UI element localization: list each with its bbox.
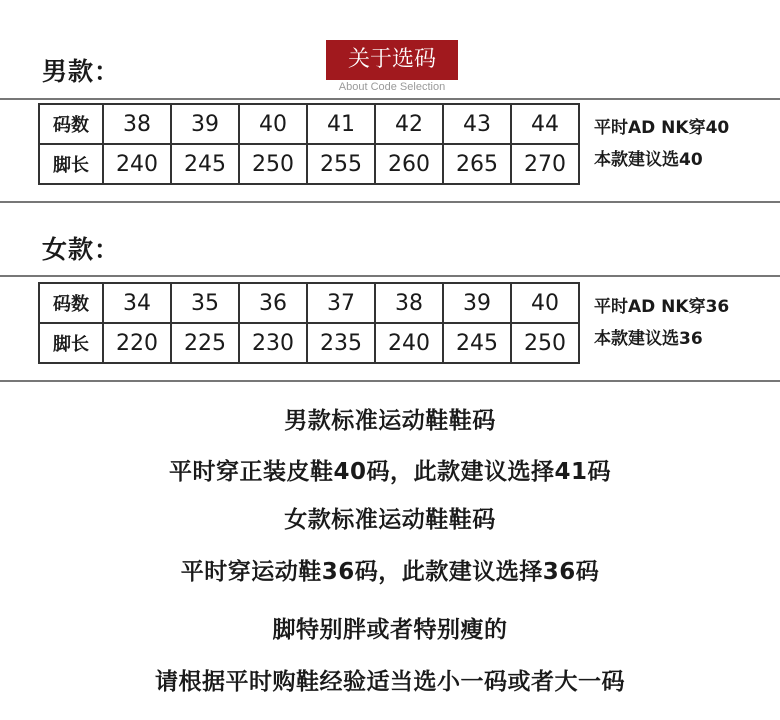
size-cell: 37 <box>307 283 375 323</box>
note-line: 平时AD NK穿36 <box>594 297 730 317</box>
size-selection-badge: 关于选码 <box>326 40 458 80</box>
size-cell: 38 <box>103 104 171 144</box>
size-selection-badge-subtitle: About Code Selection <box>338 81 446 93</box>
men-section-label: 男款： <box>42 57 121 86</box>
advice-men-detail: 平时穿正装皮鞋40码，此款建议选择41码 <box>168 459 611 485</box>
advice-women-heading: 女款标准运动鞋鞋码 <box>284 507 496 533</box>
row-header-foot-length: 脚长 <box>39 144 103 184</box>
divider <box>0 275 780 277</box>
men-recommendation-note <box>579 104 764 184</box>
row-header-size: 码数 <box>39 283 103 323</box>
length-cell: 245 <box>443 323 511 363</box>
note-line: 本款建议选40 <box>594 150 703 170</box>
advice-men-heading: 男款标准运动鞋鞋码 <box>284 408 496 434</box>
length-cell: 255 <box>307 144 375 184</box>
length-cell: 260 <box>375 144 443 184</box>
size-cell: 39 <box>443 283 511 323</box>
size-cell: 41 <box>307 104 375 144</box>
note-line: 本款建议选36 <box>594 329 703 349</box>
length-cell: 265 <box>443 144 511 184</box>
women-size-table <box>38 282 764 364</box>
length-cell: 240 <box>103 144 171 184</box>
row-header-foot-length: 脚长 <box>39 323 103 363</box>
table-row <box>39 283 764 323</box>
length-cell: 270 <box>511 144 579 184</box>
length-cell: 225 <box>171 323 239 363</box>
advice-women-detail: 平时穿运动鞋36码，此款建议选择36码 <box>180 559 600 585</box>
divider <box>0 201 780 203</box>
size-cell: 43 <box>443 104 511 144</box>
size-cell: 38 <box>375 283 443 323</box>
women-section-label: 女款： <box>42 235 121 264</box>
size-cell: 39 <box>171 104 239 144</box>
size-cell: 34 <box>103 283 171 323</box>
size-cell: 40 <box>511 283 579 323</box>
length-cell: 230 <box>239 323 307 363</box>
row-header-size: 码数 <box>39 104 103 144</box>
length-cell: 245 <box>171 144 239 184</box>
length-cell: 250 <box>511 323 579 363</box>
length-cell: 220 <box>103 323 171 363</box>
length-cell: 235 <box>307 323 375 363</box>
divider <box>0 380 780 382</box>
size-cell: 44 <box>511 104 579 144</box>
size-cell: 35 <box>171 283 239 323</box>
size-cell: 36 <box>239 283 307 323</box>
divider <box>0 98 780 100</box>
advice-foot-shape: 脚特别胖或者特别瘦的 <box>272 617 508 643</box>
note-line: 平时AD NK穿40 <box>594 118 730 138</box>
size-cell: 40 <box>239 104 307 144</box>
length-cell: 240 <box>375 323 443 363</box>
men-size-table <box>38 103 764 185</box>
size-cell: 42 <box>375 104 443 144</box>
advice-size-adjust: 请根据平时购鞋经验适当选小一码或者大一码 <box>155 669 625 695</box>
women-recommendation-note <box>579 283 764 363</box>
table-row <box>39 104 764 144</box>
length-cell: 250 <box>239 144 307 184</box>
